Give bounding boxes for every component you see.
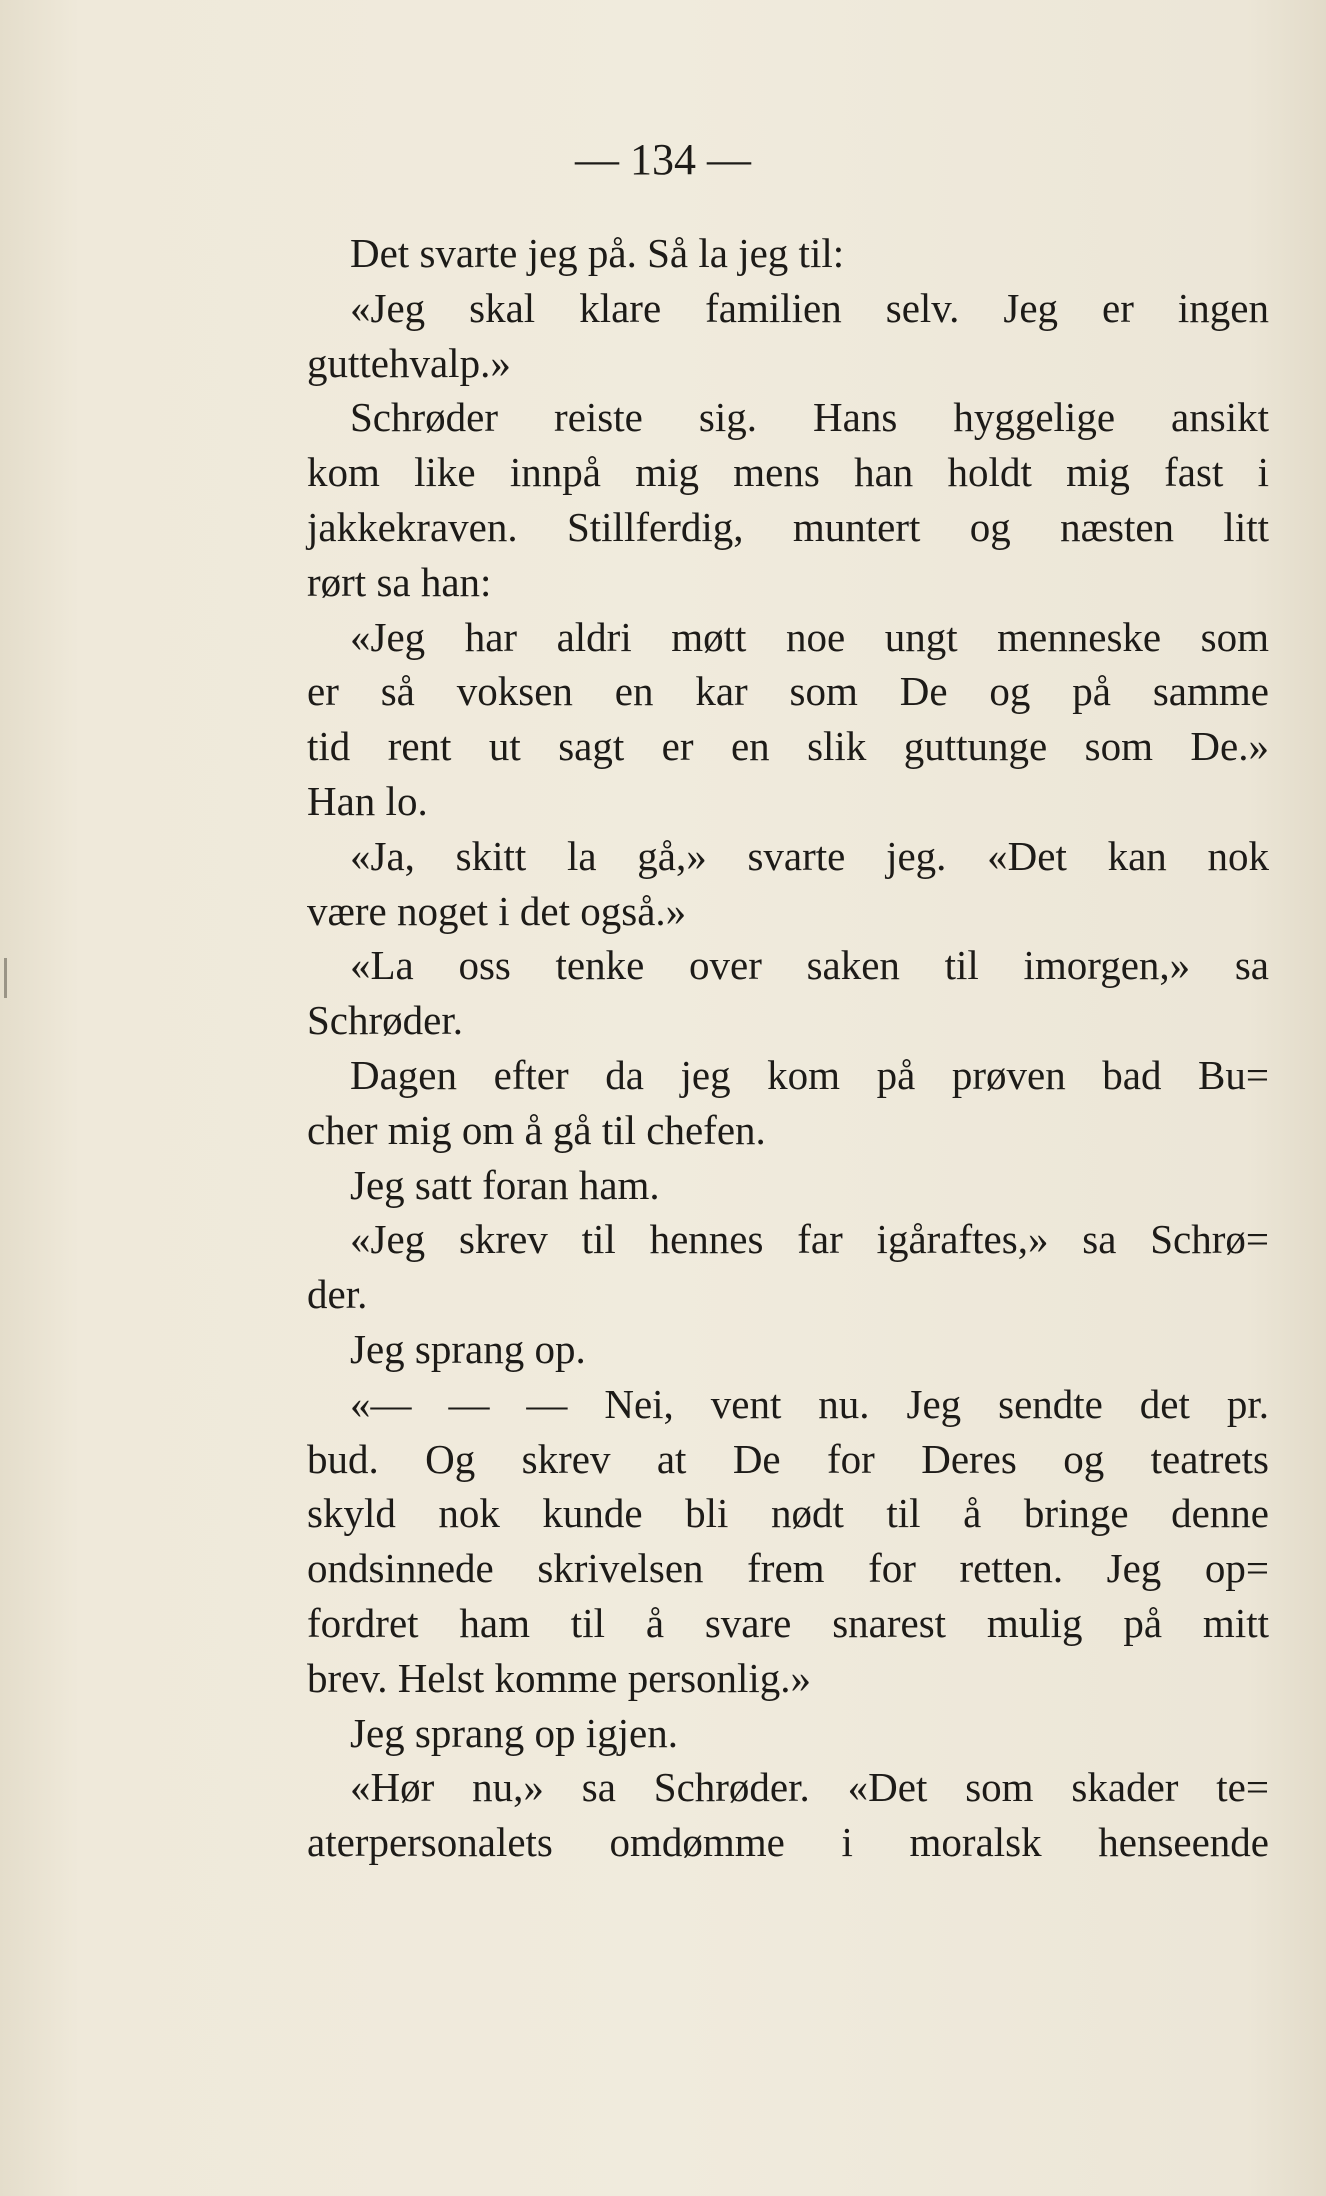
text-line: «— — — Nei, vent nu. Jeg sendte det pr.: [350, 1380, 1269, 1427]
margin-mark: [4, 958, 7, 998]
text-line: Schrøder.: [307, 997, 463, 1044]
text-line: «Ja, skitt la gå,» svarte jeg. «Det kan nok: [350, 832, 1269, 879]
text-line: fordret ham til å svare snarest mulig på mitt: [307, 1599, 1269, 1646]
text-line: guttehvalp.»: [307, 339, 511, 386]
text-line: ondsinnede skrivelsen frem for retten. Jeg op=: [307, 1545, 1269, 1592]
text-line: Jeg sprang op.: [350, 1325, 586, 1372]
text-line: Det svarte jeg på. Så la jeg til:: [350, 230, 845, 276]
text-line: Jeg satt foran ham.: [350, 1161, 660, 1208]
text-line: Schrøder reiste sig. Hans hyggelige ansikt: [350, 394, 1269, 441]
text-line: Han lo.: [307, 777, 428, 824]
text-line: der.: [307, 1271, 368, 1318]
text-line: brev. Helst komme personlig.»: [307, 1654, 812, 1701]
text-line: kom like innpå mig mens han holdt mig fast i: [307, 449, 1269, 496]
text-line: Jeg sprang op igjen.: [350, 1709, 678, 1756]
text-line: aterpersonalets omdømme i moralsk henseende: [307, 1819, 1269, 1866]
text-line: jakkekraven. Stillferdig, muntert og næsten litt: [307, 503, 1269, 550]
page-number: — 134 —: [575, 135, 751, 184]
text-line: cher mig om å gå til chefen.: [307, 1106, 766, 1153]
text-line: «La oss tenke over saken til imorgen,» sa: [350, 942, 1269, 989]
text-line: «Jeg skrev til hennes far igåraftes,» sa Schrø=: [350, 1216, 1269, 1263]
text-line: Dagen efter da jeg kom på prøven bad Bu=: [350, 1051, 1269, 1098]
text-line: bud. Og skrev at De for Deres og teatrets: [307, 1435, 1269, 1482]
text-line: er så voksen en kar som De og på samme: [307, 668, 1269, 715]
text-line: «Jeg skal klare familien selv. Jeg er ingen: [350, 284, 1269, 331]
body-text: [307, 226, 1269, 1870]
text-line: «Jeg har aldri møtt noe ungt menneske som: [350, 613, 1269, 660]
text-line: tid rent ut sagt er en slik guttunge som De.»: [307, 723, 1269, 770]
text-line: «Hør nu,» sa Schrøder. «Det som skader te=: [350, 1764, 1269, 1811]
text-line: rørt sa han:: [307, 558, 492, 605]
text-line: være noget i det også.»: [307, 887, 687, 934]
text-line: skyld nok kunde bli nødt til å bringe denne: [307, 1490, 1269, 1537]
